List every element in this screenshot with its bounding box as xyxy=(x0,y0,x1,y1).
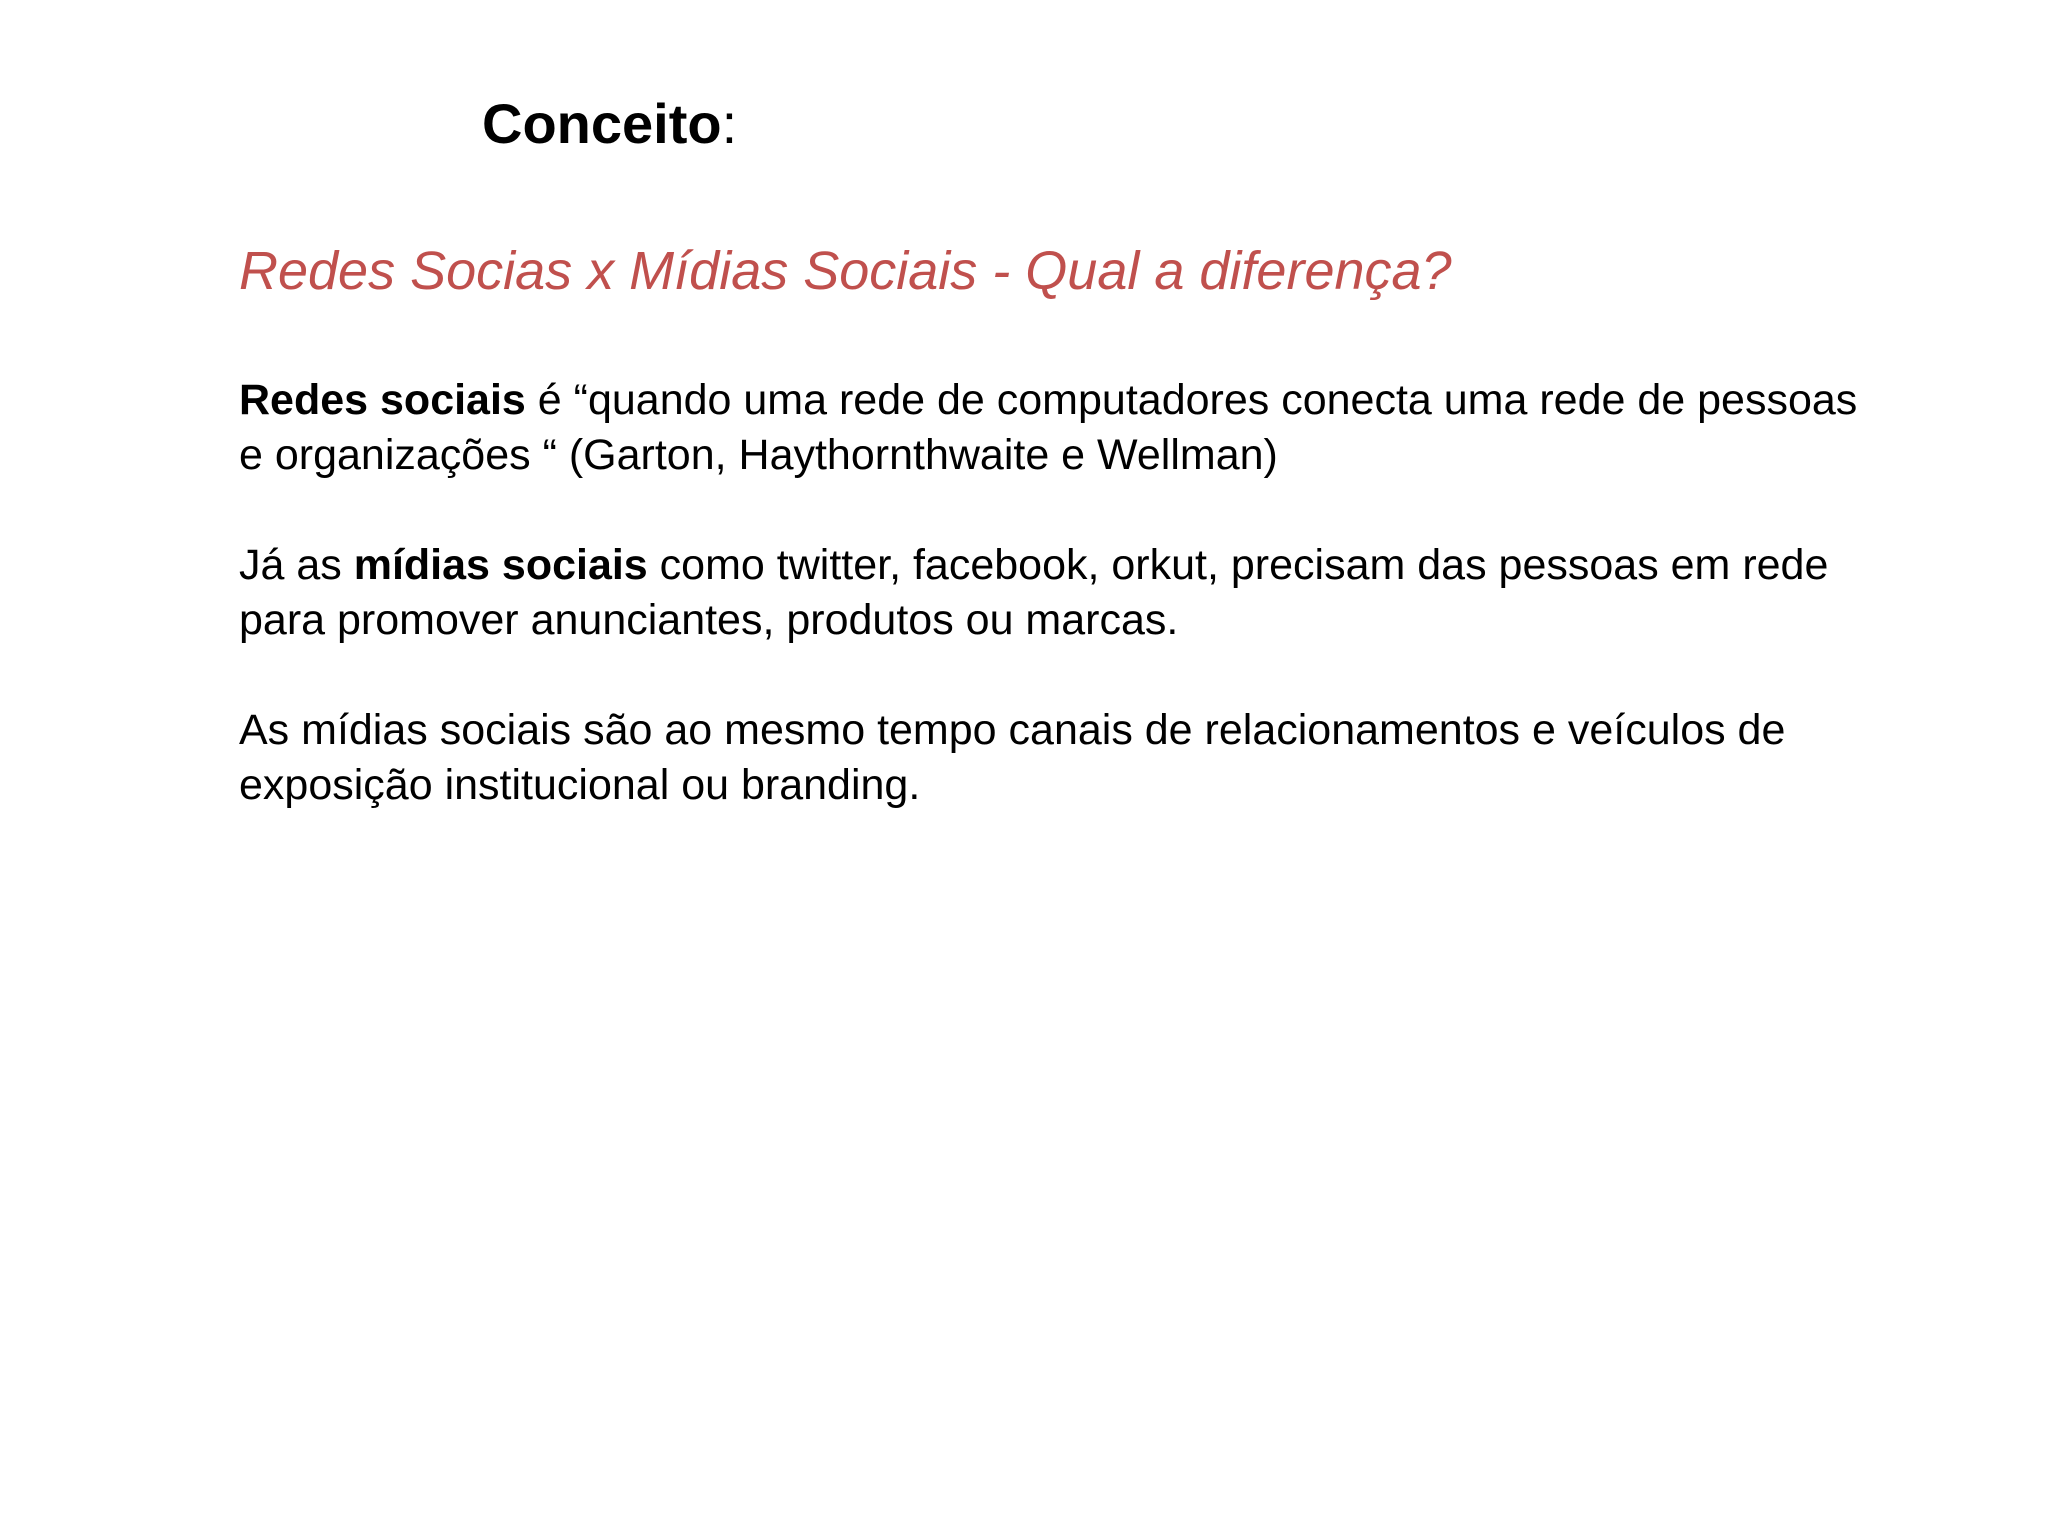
slide-title-colon: : xyxy=(721,92,738,155)
paragraph-redes-sociais-text: é “quando uma rede de computadores conecta uma rede de pessoas e organizações “ (Garton, Haythornthwaite e Wellman) xyxy=(239,376,1858,479)
paragraph-redes-sociais-bold: Redes sociais xyxy=(239,376,526,424)
slide-subtitle: Redes Socias x Mídias Sociais - Qual a diferença? xyxy=(239,241,1452,301)
paragraph-midias-sociais-bold: mídias sociais xyxy=(353,541,648,589)
slide-title-bold: Conceito xyxy=(482,92,722,155)
slide-title xyxy=(482,88,737,160)
paragraph-midias-sociais xyxy=(239,538,1879,648)
paragraph-midias-sociais-text: como twitter, facebook, orkut, precisam das pessoas em rede para promover anunciantes, produtos ou marcas. xyxy=(239,541,1829,644)
paragraph-canais-relacionamento: As mídias sociais são ao mesmo tempo canais de relacionamentos e veículos de exposição institucional ou branding. xyxy=(239,706,1786,809)
paragraph-midias-sociais-prefix: Já as xyxy=(239,541,354,589)
paragraph-redes-sociais xyxy=(239,373,1879,483)
